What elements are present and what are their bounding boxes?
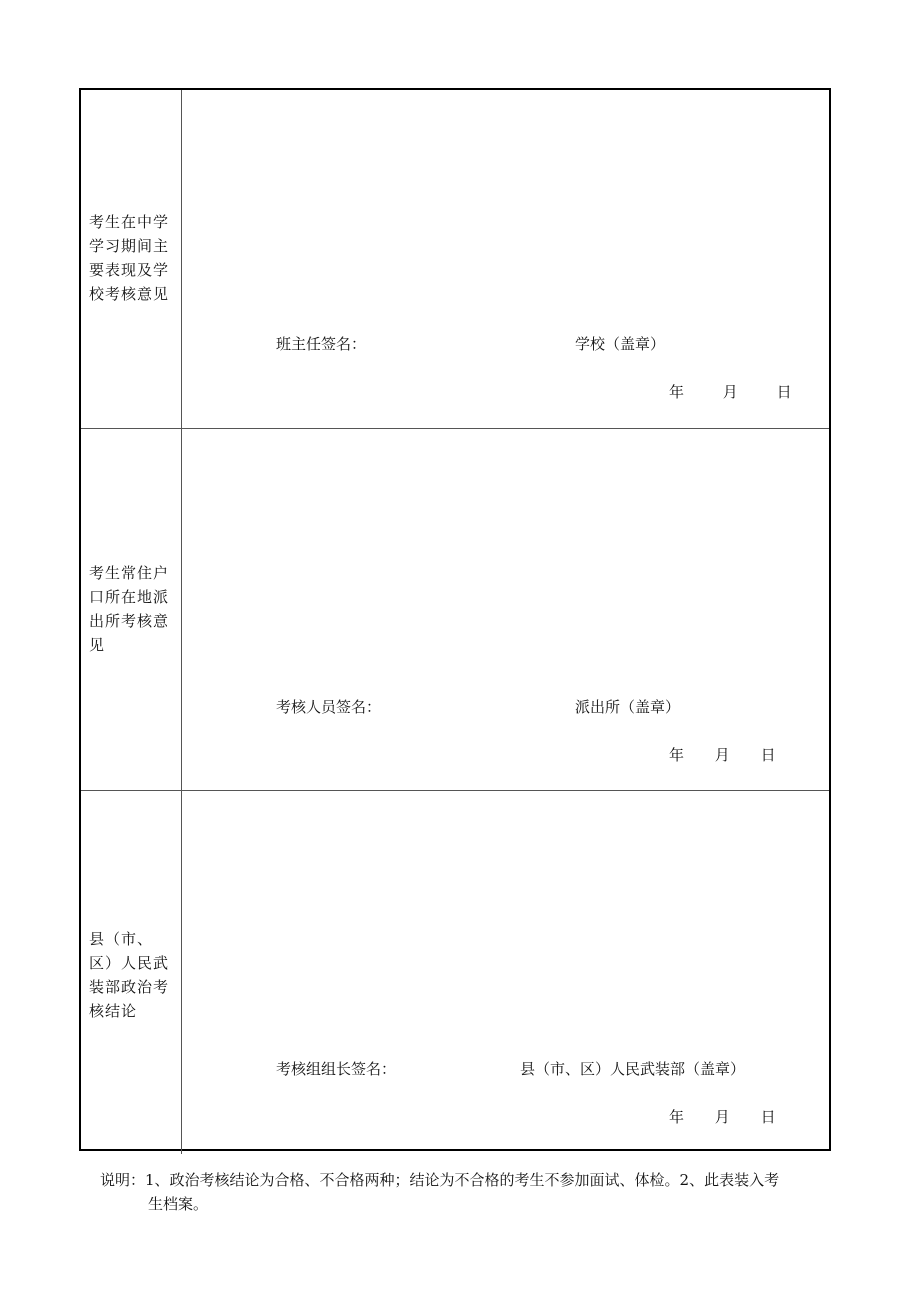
day-label: 日 xyxy=(776,383,792,401)
reviewer-signature-label: 考核人员签名： xyxy=(276,698,382,716)
armed-forces-label-cell xyxy=(81,791,182,1154)
police-review-label: 考生常住户口所在地派出所考核意见 xyxy=(89,564,170,654)
team-leader-signature-label: 考核组组长签名： xyxy=(276,1060,397,1078)
armed-forces-content[interactable] xyxy=(182,791,829,1154)
political-review-form xyxy=(79,88,831,1151)
year-label: 年 xyxy=(669,383,685,401)
year-label: 年 xyxy=(669,1108,685,1126)
day-label: 日 xyxy=(760,746,776,764)
police-review-label-cell xyxy=(81,429,182,791)
police-review-date xyxy=(669,745,776,765)
form-note xyxy=(100,1168,835,1216)
school-review-content[interactable] xyxy=(182,90,829,428)
month-label: 月 xyxy=(714,746,730,764)
armed-forces-seal-label: 县（市、区）人民武装部（盖章） xyxy=(520,1060,746,1078)
month-label: 月 xyxy=(714,1108,730,1126)
day-label: 日 xyxy=(760,1108,776,1126)
armed-forces-review-row xyxy=(81,790,829,1154)
school-review-label-cell xyxy=(81,90,182,428)
armed-forces-review-date xyxy=(669,1107,776,1127)
year-label: 年 xyxy=(669,746,685,764)
note-line-2: 生档案。 xyxy=(148,1195,209,1213)
month-label: 月 xyxy=(722,383,738,401)
school-review-label: 考生在中学学习期间主要表现及学校考核意见 xyxy=(89,213,170,303)
armed-forces-label: 县（市、区）人民武装部政治考核结论 xyxy=(89,930,170,1020)
police-station-seal-label: 派出所（盖章） xyxy=(575,698,681,716)
school-review-row xyxy=(81,90,829,428)
school-review-date xyxy=(669,382,792,402)
police-review-content[interactable] xyxy=(182,429,829,791)
note-line-1: 说明：1、政治考核结论为合格、不合格两种；结论为不合格的考生不参加面试、体检。2、此表装入考 xyxy=(100,1171,780,1189)
school-seal-label: 学校（盖章） xyxy=(575,335,666,353)
head-teacher-signature-label: 班主任签名： xyxy=(276,335,367,353)
police-review-row xyxy=(81,428,829,791)
